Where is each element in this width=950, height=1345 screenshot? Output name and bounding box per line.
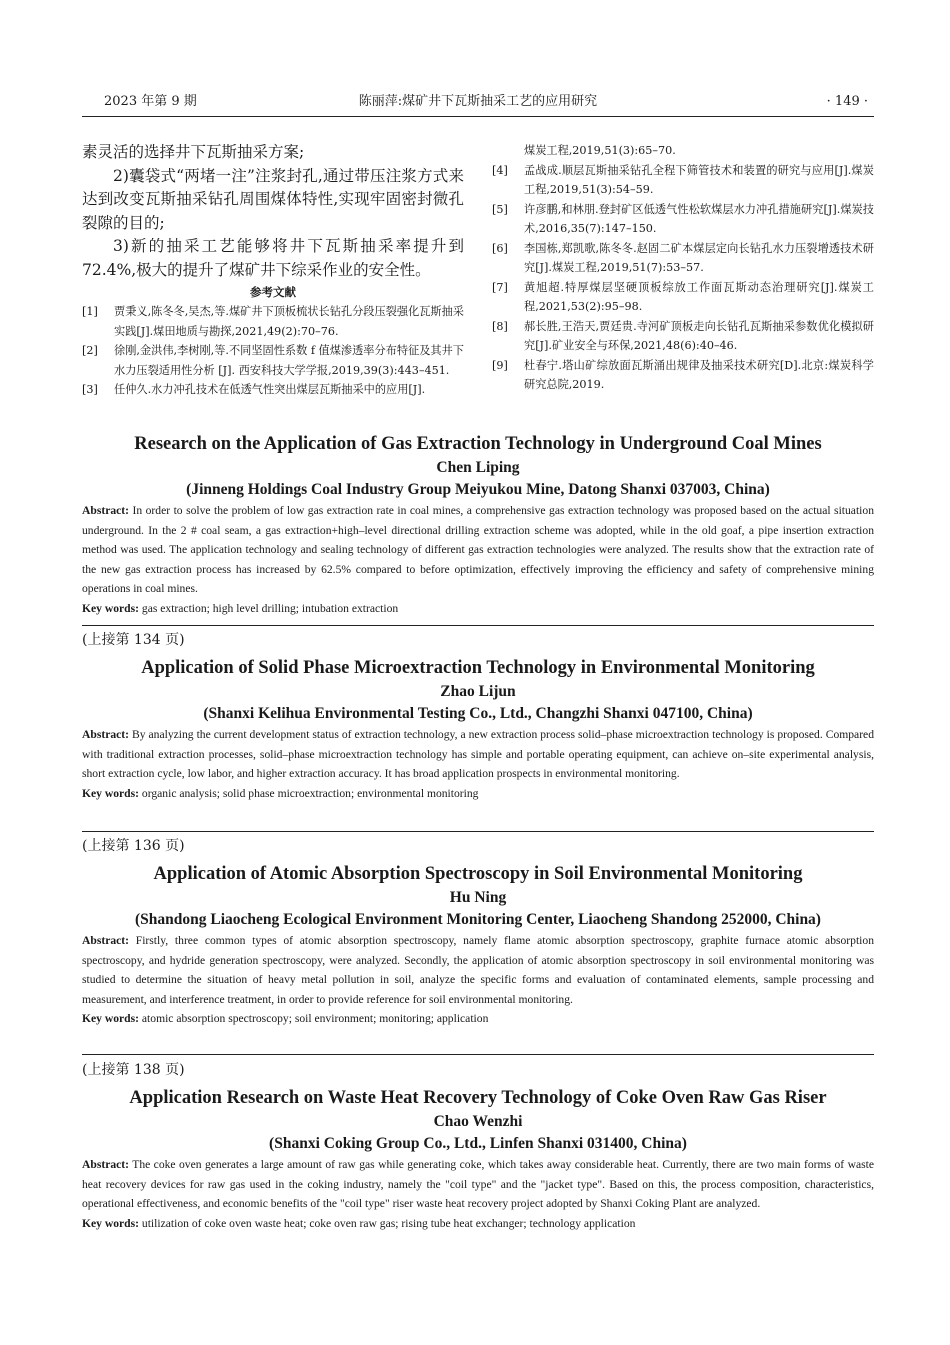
article-title: Application of Atomic Absorption Spectroscopy in Soil Environmental Monitoring <box>153 864 803 884</box>
english-abstract-block <box>82 1060 874 1233</box>
section-divider <box>82 625 874 626</box>
continued-from-label: (上接第 136 页) <box>82 838 185 854</box>
reference-number: [3] <box>82 383 98 396</box>
reference-number: [2] <box>82 344 98 357</box>
article-affiliation: (Shandong Liaocheng Ecological Environment Monitoring Center, Liaocheng Shandong 252000, China) <box>135 911 821 928</box>
reference-continuation <box>492 141 874 161</box>
reference-item <box>82 302 464 341</box>
reference-item <box>82 380 464 400</box>
body-paragraph: 3)新的抽采工艺能够将井下瓦斯抽采率提升到72.4%,极大的提升了煤矿井下综采作业的安全性。 <box>82 237 464 279</box>
article-title: Application of Solid Phase Microextraction Technology in Environmental Monitoring <box>141 658 815 678</box>
abstract-label: Abstract: <box>82 728 130 741</box>
keywords-label: Key words: <box>82 1216 139 1230</box>
article-affiliation: (Shanxi Kelihua Environmental Testing Co., Ltd., Changzhi Shanxi 047100, China) <box>203 705 753 722</box>
keywords-label: Key words: <box>82 1012 139 1026</box>
reference-text: 郝长胜,王浩天,贾廷贵.寺河矿顶板走向长钻孔瓦斯抽采参数优化模拟研究[J].矿业安全与环保,2021,48(6):40–46. <box>524 319 874 352</box>
reference-text: 孟战成.顺层瓦斯抽采钻孔全程下筛管技术和装置的研究与应用[J].煤炭工程,2019,51(3):54–59. <box>524 163 874 196</box>
section-divider <box>82 831 874 832</box>
keywords-text: gas extraction; high level drilling; intubation extraction <box>141 601 399 615</box>
article-abstract <box>82 501 874 599</box>
reference-number: [7] <box>492 280 508 294</box>
right-column <box>492 141 874 395</box>
keywords-text: utilization of coke oven waste heat; coke oven raw gas; rising tube heat exchanger; technology application <box>141 1216 636 1230</box>
article-affiliation: (Jinneng Holdings Coal Industry Group Meiyukou Mine, Datong Shanxi 037003, China) <box>186 481 770 498</box>
reference-number: [8] <box>492 319 508 333</box>
reference-item <box>492 161 874 200</box>
abstract-text: The coke oven generates a large amount of raw gas while generating coke, which takes away considerable heat. Currently, there are two main forms of waste heat recovery devices for raw gas used in the coking industry, namely the "coil type" and the "jacket type". Based on this, the process composition, characteristics, operational effectiveness, and economic benefits of the "coil type" riser waste heat recovery project adopted by Shanxi Coking Plant are analyzed. <box>82 1158 874 1211</box>
page-number: · 149 · <box>826 94 868 109</box>
abstract-label: Abstract: <box>82 504 130 517</box>
keywords-label: Key words: <box>82 786 139 800</box>
abstract-label: Abstract: <box>82 1158 130 1171</box>
reference-text: 任仲久.水力冲孔技术在低透气性突出煤层瓦斯抽采中的应用[J]. <box>114 383 426 396</box>
running-title: 陈丽萍:煤矿井下瓦斯抽采工艺的应用研究 <box>358 94 598 109</box>
article-keywords <box>82 1009 874 1029</box>
article-keywords <box>82 784 874 804</box>
abstract-text: By analyzing the current development status of extraction technology, a new extraction process solid–phase microextraction technology is proposed. Compared with traditional extraction processes, solid–phase microextraction technology has simple and portable operating equipment, can achieve on–site experimental analysis, short extraction cycle, low labor, and higher extraction accuracy. It has broad application prospects in environmental monitoring. <box>82 728 875 781</box>
reference-number: [4] <box>492 163 508 177</box>
reference-text: 贾秉义,陈冬冬,吴杰,等.煤矿井下顶板梳状长钻孔分段压裂强化瓦斯抽采实践[J].煤田地质与勘探,2021,49(2):70–76. <box>114 305 464 338</box>
keywords-text: atomic absorption spectroscopy; soil environment; monitoring; application <box>141 1012 489 1026</box>
article-keywords <box>82 599 874 619</box>
reference-item <box>82 341 464 380</box>
body-paragraph: 素灵活的选择井下瓦斯抽采方案; <box>82 143 305 161</box>
abstract-text: Firstly, three common types of atomic absorption spectroscopy, namely flame atomic absorption spectroscopy, graphite furnace atomic absorption spectroscopy, and hydride generation spectroscopy, were analyzed. Secondly, the application of atomic absorption spectroscopy in soil environmental monitoring was studied to determine the situation of heavy metal pollution in soil, analyze the specific forms and evaluation of contaminated elements, sample processing and measurement, and interference treatment, in order to provide reference for soil environmental monitoring. <box>82 934 874 1006</box>
reference-number: [9] <box>492 358 508 372</box>
reference-text: 李国栋,郑凯歌,陈冬冬.赵固二矿本煤层定向长钻孔水力压裂增透技术研究[J].煤炭工程,2019,51(7):53–57. <box>524 241 874 274</box>
body-paragraph: 2)囊袋式“两堵一注”注浆封孔,通过带压注浆方式来达到改变瓦斯抽采钻孔周围煤体特性,实现牢固密封微孔裂隙的目的; <box>82 166 464 232</box>
keywords-text: organic analysis; solid phase microextraction; environmental monitoring <box>141 786 479 800</box>
article-title: Application Research on Waste Heat Recovery Technology of Coke Oven Raw Gas Riser <box>129 1088 827 1108</box>
article-abstract <box>82 931 874 1009</box>
english-abstract-block <box>82 432 874 619</box>
reference-item <box>492 317 874 356</box>
reference-item <box>492 356 874 395</box>
reference-list-left <box>82 302 464 400</box>
reference-text: 煤炭工程,2019,51(3):65–70. <box>524 144 676 157</box>
section-divider <box>82 1054 874 1055</box>
header-rule <box>82 116 874 117</box>
article-abstract <box>82 725 874 784</box>
reference-text: 黄旭超.特厚煤层坚硬顶板综放工作面瓦斯动态治理研究[J].煤炭工程,2021,53(2):95–98. <box>524 280 874 313</box>
keywords-label: Key words: <box>82 601 139 615</box>
article-keywords <box>82 1214 874 1234</box>
english-abstract-block <box>82 836 874 1029</box>
article-abstract <box>82 1155 874 1214</box>
article-title: Research on the Application of Gas Extraction Technology in Underground Coal Mines <box>134 434 822 454</box>
reference-item <box>492 278 874 317</box>
abstract-text: In order to solve the problem of low gas extraction rate in coal mines, a comprehensive gas extraction technology was proposed based on the actual situation underground. In the 2 # coal seam, a gas extraction+high–level directional drilling extraction scheme was adopted, while in the old goaf, a pipe insertion extraction method was used. The application technology and sealing technology of different gas extraction technologies were analyzed. The results show that the extraction rate of the new gas extraction process has increased by 62.5% compared to before optimization, effectively improving the efficiency and safety of comprehensive mining operations in coal mines. <box>82 504 874 596</box>
reference-item <box>492 239 874 278</box>
continued-from-label: (上接第 138 页) <box>82 1062 185 1078</box>
reference-number: [1] <box>82 305 98 318</box>
english-abstract-block <box>82 630 874 803</box>
running-header <box>82 92 874 112</box>
reference-number: [6] <box>492 241 508 255</box>
reference-text: 杜春宁.塔山矿综放面瓦斯涌出规律及抽采技术研究[D].北京:煤炭科学研究总院,2019. <box>524 358 874 391</box>
reference-number: [5] <box>492 202 508 216</box>
reference-item <box>492 200 874 239</box>
article-author: Zhao Lijun <box>440 683 516 700</box>
reference-text: 许彦鹏,和林朋.登封矿区低透气性松软煤层水力冲孔措施研究[J].煤炭技术,2016,35(7):147–150. <box>524 202 874 235</box>
abstract-label: Abstract: <box>82 934 130 947</box>
article-affiliation: (Shanxi Coking Group Co., Ltd., Linfen Shanxi 031400, China) <box>269 1135 687 1152</box>
references-title: 参考文献 <box>250 285 296 299</box>
article-author: Hu Ning <box>449 889 507 906</box>
issue-label: 2023 年第 9 期 <box>104 94 197 109</box>
continued-from-label: (上接第 134 页) <box>82 632 185 648</box>
article-author: Chao Wenzhi <box>433 1113 523 1130</box>
reference-text: 徐刚,金洪伟,李树刚,等.不同坚固性系数 f 值煤渗透率分布特征及其井下水力压裂适用性分析 [J]. 西安科技大学学报,2019,39(3):443–451. <box>114 344 464 377</box>
article-author: Chen Liping <box>436 459 520 476</box>
left-column <box>82 141 464 400</box>
